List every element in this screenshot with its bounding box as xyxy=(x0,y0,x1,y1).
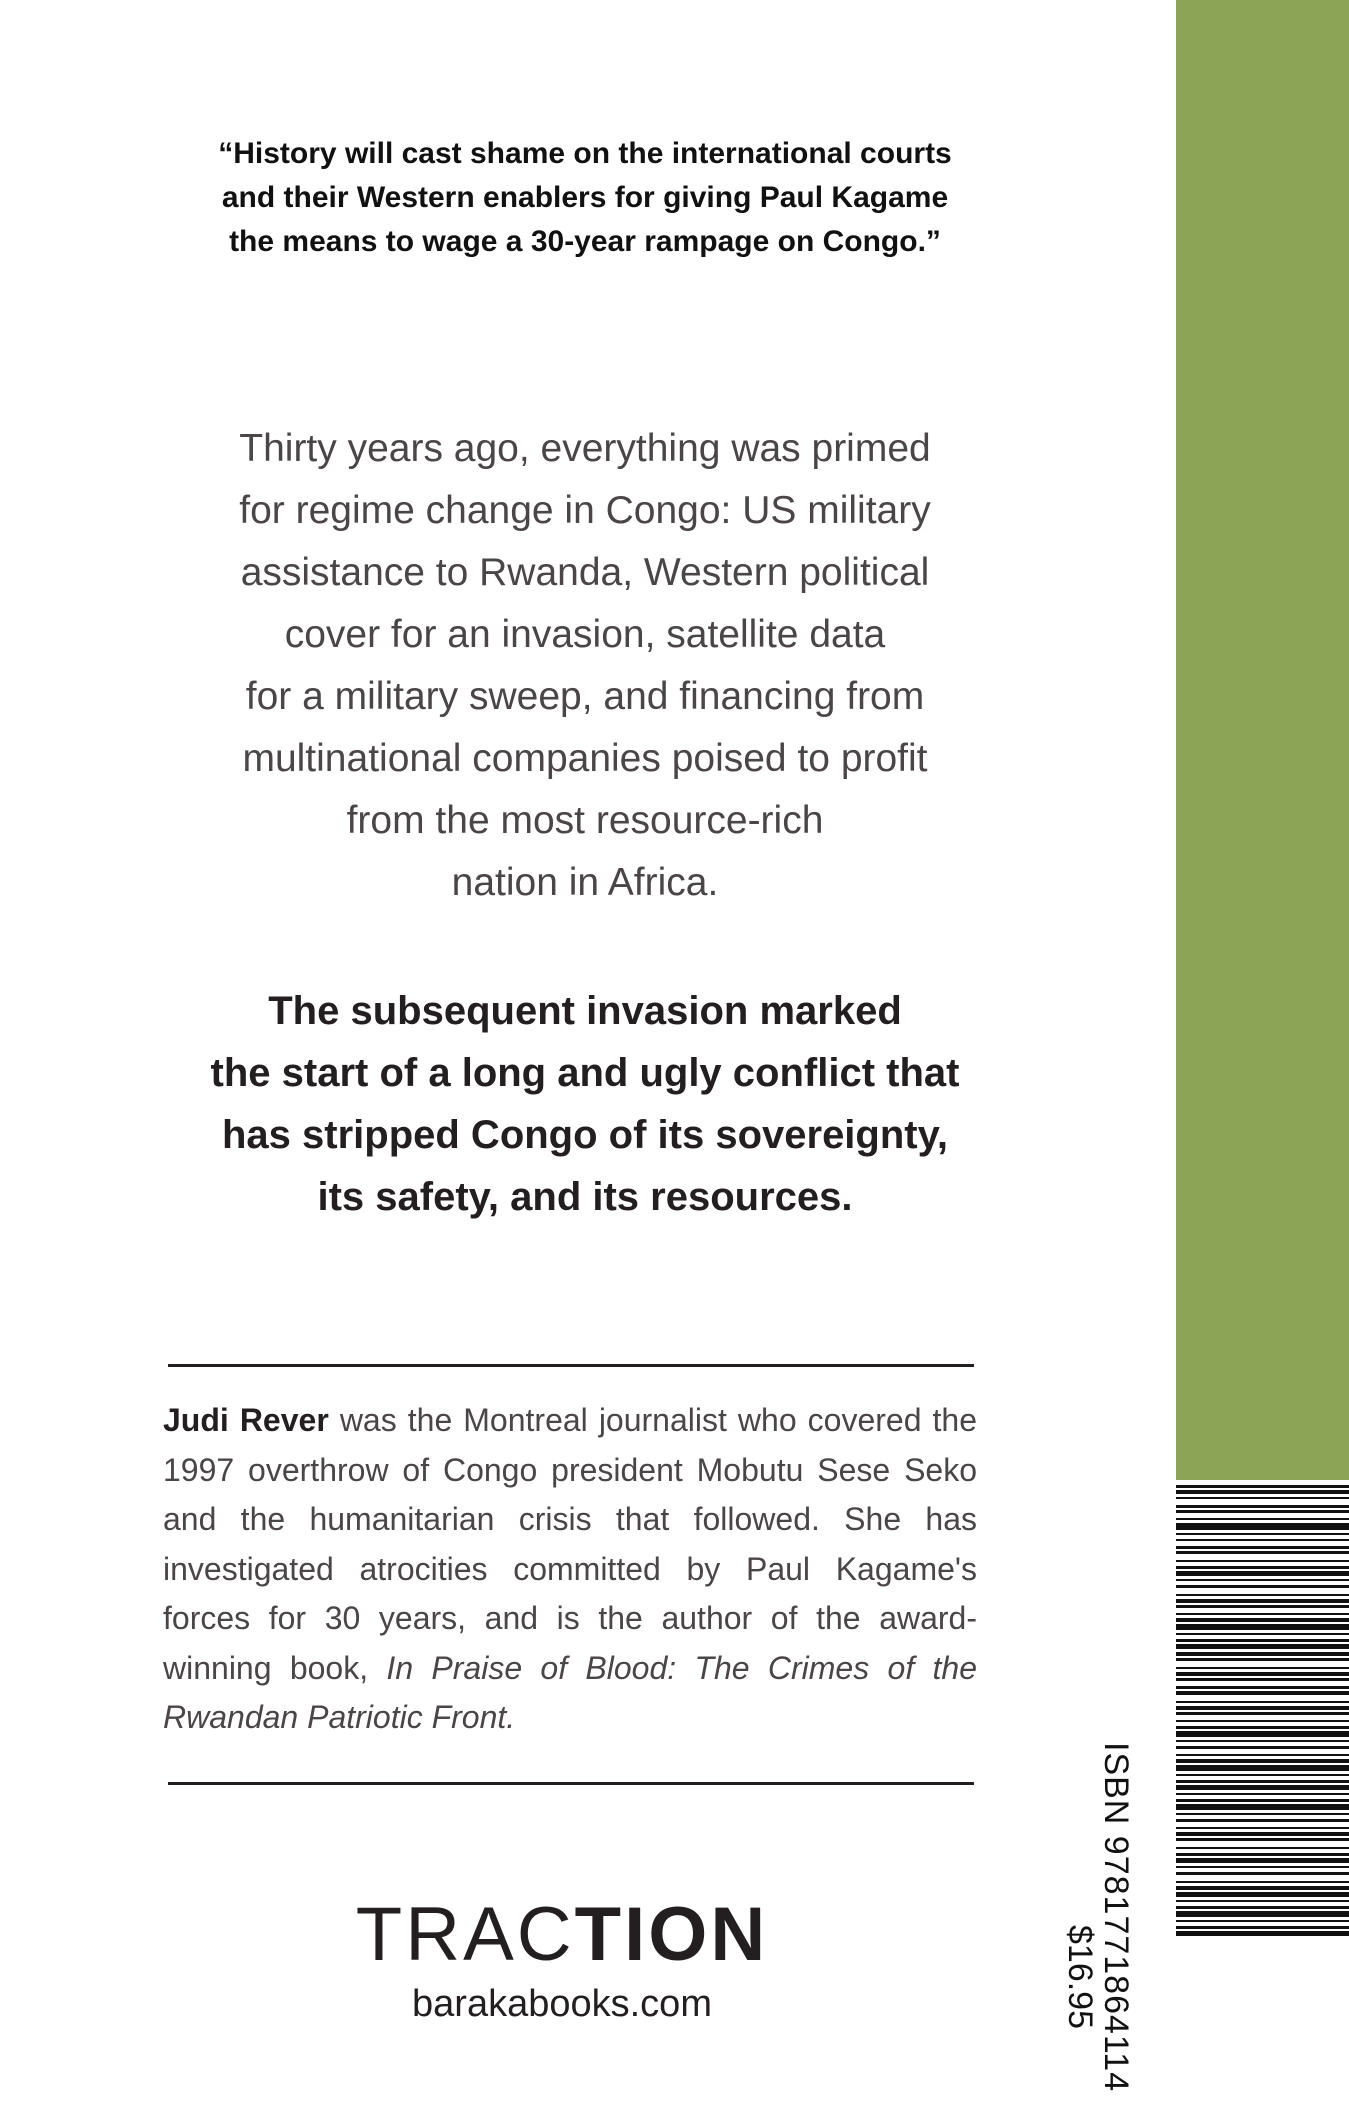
barcode-bar xyxy=(1176,1523,1349,1530)
barcode-bar xyxy=(1176,1485,1349,1488)
barcode-bar xyxy=(1176,1720,1349,1722)
highlight-line: The subsequent invasion marked xyxy=(268,989,902,1033)
barcode-bar xyxy=(1176,1571,1349,1576)
barcode-bar xyxy=(1176,1881,1349,1883)
bio-text: was the Montreal journalist who covered the 1997 overthrow of Congo president Mobutu Sese Seko and the humanitarian crisis that followed. She has investigated atrocities committed by Paul Kagame's forces for 30 years, and is the author of the award-winning book, xyxy=(163,1402,978,1686)
barcode-bar xyxy=(1176,1644,1349,1649)
price: $16.95 xyxy=(1061,1925,1099,2029)
barcode-bar xyxy=(1176,1639,1349,1642)
highlight-statement xyxy=(150,980,1020,1228)
barcode-bar xyxy=(1176,1866,1349,1868)
description-line: nation in Africa. xyxy=(451,861,719,904)
divider-bottom xyxy=(168,1782,974,1785)
quote-line: “History will cast shame on the international courts xyxy=(218,137,952,170)
barcode-bar xyxy=(1176,1780,1349,1783)
barcode-bar xyxy=(1176,1906,1349,1909)
barcode-bar xyxy=(1176,1785,1349,1790)
spine-color-band xyxy=(1176,0,1349,1480)
quote-line: and their Western enablers for giving Paul Kagame xyxy=(221,181,949,214)
barcode-bar xyxy=(1176,1560,1349,1562)
logo-bold-part: TION xyxy=(574,1892,769,1977)
barcode-bar xyxy=(1176,1900,1349,1902)
description-line: Thirty years ago, everything was primed xyxy=(239,427,931,470)
barcode-bar xyxy=(1176,1931,1349,1936)
barcode-bar xyxy=(1176,1858,1349,1863)
author-name: Judi Rever xyxy=(163,1402,329,1438)
barcode-bar xyxy=(1176,1686,1349,1689)
barcode-bar xyxy=(1176,1793,1349,1795)
barcode-bar xyxy=(1176,1585,1349,1588)
logo-thin-part: TRAC xyxy=(355,1892,575,1977)
divider-top xyxy=(168,1364,974,1367)
barcode-bar xyxy=(1176,1533,1349,1535)
barcode-bar xyxy=(1176,1759,1349,1763)
description-line: for regime change in Congo: US military xyxy=(239,489,931,532)
isbn-number: ISBN 9781771864114 xyxy=(1097,1742,1135,2093)
barcode-bar xyxy=(1176,1497,1349,1499)
barcode-bar xyxy=(1176,1579,1349,1581)
barcode-bar xyxy=(1176,1838,1349,1841)
highlight-line: its safety, and its resources. xyxy=(317,1175,853,1219)
pull-quote xyxy=(150,132,1020,264)
barcode-bar xyxy=(1176,1804,1349,1810)
barcode-bar xyxy=(1176,1847,1349,1849)
barcode-bar xyxy=(1176,1539,1349,1541)
barcode-bar xyxy=(1176,1691,1349,1695)
barcode-bar xyxy=(1176,1832,1349,1836)
barcode-bar xyxy=(1176,1886,1349,1890)
publisher-website: barakabooks.com xyxy=(412,1983,712,2025)
barcode-bar xyxy=(1176,1633,1349,1635)
barcode-bar xyxy=(1176,1652,1349,1656)
barcode-bar xyxy=(1176,1624,1349,1630)
author-bio xyxy=(163,1396,977,1743)
barcode-bar xyxy=(1176,1774,1349,1776)
book-title: In Praise of Blood: The Crimes of the Rwandan Patriotic Front. xyxy=(163,1649,978,1735)
barcode-bar xyxy=(1176,1706,1349,1710)
barcode-bar xyxy=(1176,1872,1349,1875)
barcode-bar xyxy=(1176,1566,1349,1569)
barcode xyxy=(1176,1485,1349,2103)
barcode-bar xyxy=(1176,1518,1349,1520)
highlight-line: has stripped Congo of its sovereignty, xyxy=(221,1113,948,1157)
barcode-bar xyxy=(1176,1827,1349,1829)
description-line: assistance to Rwanda, Western political xyxy=(240,551,930,594)
barcode-bar xyxy=(1176,1892,1349,1897)
barcode-bar xyxy=(1176,1658,1349,1661)
barcode-bar xyxy=(1176,1819,1349,1822)
barcode-bar xyxy=(1176,1799,1349,1802)
barcode-bar xyxy=(1176,1551,1349,1554)
barcode-bar xyxy=(1176,1618,1349,1622)
barcode-bar xyxy=(1176,1605,1349,1608)
barcode-bar xyxy=(1176,1672,1349,1676)
barcode-bar xyxy=(1176,1920,1349,1922)
barcode-bar xyxy=(1176,1712,1349,1715)
barcode-bar xyxy=(1176,1926,1349,1929)
publisher-logo xyxy=(347,1892,777,1977)
barcode-bar xyxy=(1176,1667,1349,1669)
barcode-bar xyxy=(1176,1813,1349,1815)
barcode-bar xyxy=(1176,1853,1349,1856)
barcode-bar xyxy=(1176,1599,1349,1603)
barcode-bar xyxy=(1176,1911,1349,1917)
barcode-bar xyxy=(1176,1505,1349,1508)
barcode-bar xyxy=(1176,1765,1349,1771)
barcode-bar xyxy=(1176,1701,1349,1703)
barcode-bar xyxy=(1176,1613,1349,1615)
description-line: from the most resource-rich xyxy=(346,799,824,842)
barcode-bar xyxy=(1176,1490,1349,1494)
barcode-bar xyxy=(1176,1746,1349,1749)
barcode-bar xyxy=(1176,1754,1349,1756)
barcode-bar xyxy=(1176,1594,1349,1596)
description-line: multinational companies poised to profit xyxy=(242,737,928,780)
highlight-line: the start of a long and ugly conflict that xyxy=(210,1051,960,1095)
barcode-bar xyxy=(1176,1546,1349,1549)
description-line: cover for an invasion, satellite data xyxy=(284,613,886,656)
barcode-bar xyxy=(1176,1678,1349,1681)
description-line: for a military sweep, and financing from xyxy=(245,675,925,718)
quote-line: the means to wage a 30-year rampage on Congo.” xyxy=(229,225,941,258)
book-description xyxy=(150,418,1020,914)
barcode-bar xyxy=(1176,1740,1349,1742)
barcode-bar xyxy=(1176,1731,1349,1737)
barcode-bar xyxy=(1176,1726,1349,1729)
barcode-bar xyxy=(1176,1510,1349,1513)
